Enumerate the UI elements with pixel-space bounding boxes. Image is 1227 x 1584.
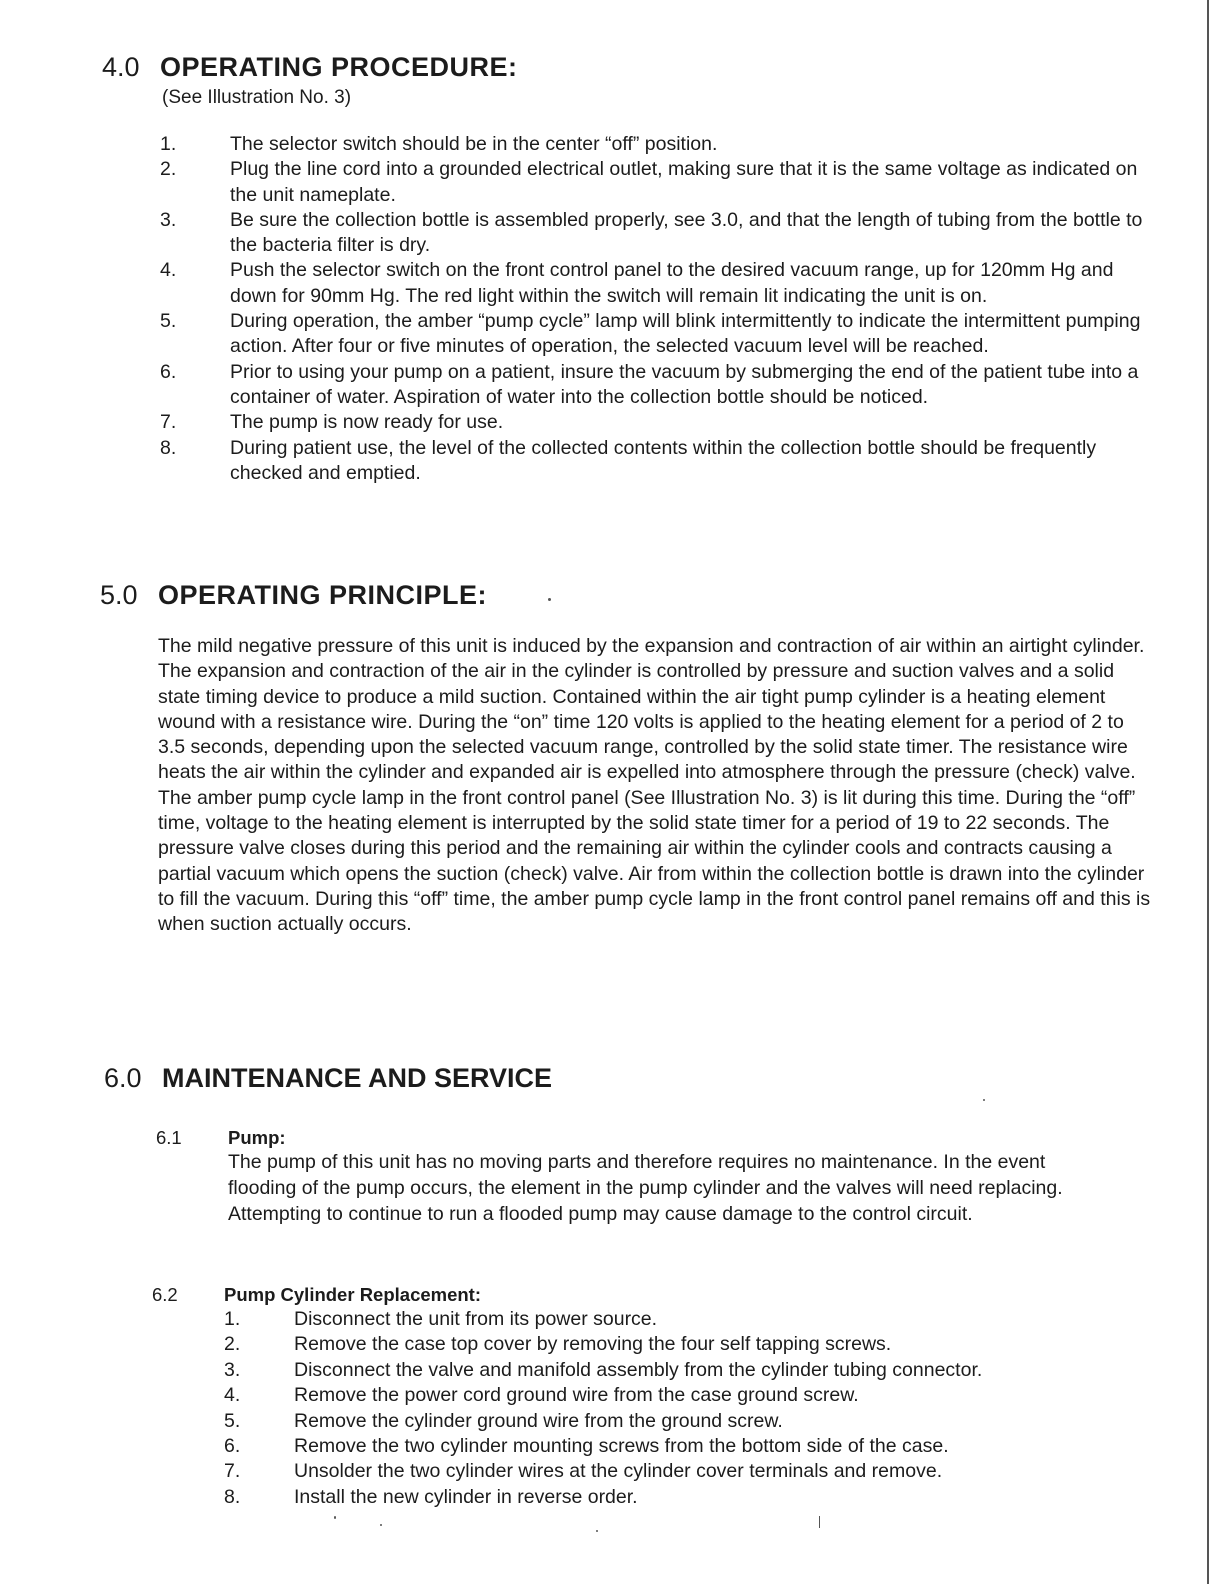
section-title: OPERATING PRINCIPLE: [158, 580, 488, 610]
section-heading [104, 1063, 552, 1094]
step-text: Push the selector switch on the front control panel to the desired vacuum range, up for 120mm Hg and down for 90mm Hg. The red light within the switch will remain lit indicating the unit is on. [230, 259, 1114, 307]
section-number: 5.0 [100, 580, 138, 610]
list-item [224, 1358, 1124, 1383]
subsection-pump-cylinder-replacement [152, 1282, 1132, 1510]
step-number: 5. [160, 310, 177, 333]
section-title: OPERATING PROCEDURE: [160, 52, 518, 82]
section-operating-procedure [102, 52, 518, 109]
step-text: During operation, the amber “pump cycle” lamp will blink intermittently to indicate the intermittent pumping action. After four or five minutes of operation, the selected vacuum level will be reached. [230, 310, 1141, 358]
step-number: 2. [160, 158, 177, 181]
section-maintenance-service [104, 1063, 552, 1094]
step-text: Prior to using your pump on a patient, insure the vacuum by submerging the end of the patient tube into a container of water. Aspiration of water into the collection bottle should be noticed. [230, 360, 1139, 408]
step-number: 7. [160, 411, 177, 434]
step-text: Disconnect the unit from its power source. [294, 1308, 658, 1330]
subsection-title: Pump Cylinder Replacement: [224, 1284, 482, 1305]
illustration-reference: (See Illustration No. 3) [162, 87, 352, 108]
step-text: Remove the two cylinder mounting screws from the bottom side of the case. [294, 1435, 949, 1458]
step-number: 7. [224, 1460, 241, 1483]
list-item [224, 1434, 1124, 1459]
scan-speck [334, 1516, 336, 1519]
page-edge-rule [1207, 0, 1209, 1584]
scan-speck [596, 1530, 598, 1532]
step-number: 3. [224, 1358, 241, 1381]
operating-principle-text: The mild negative pressure of this unit is induced by the expansion and contraction of air within an airtight cylinder. The expansion and contraction of the air in the cylinder is controlled by pressure and suction valves and a solid state timing device to produce a mild suction. Contained within the air tight pump cylinder is a heating element wound with a resistance wire. During the “on” time 120 volts is applied to the heating element for a period of 2 to 3.5 seconds, depending upon the selected vacuum range, controlled by the solid state timer. The resistance wire heats the air within the cylinder and expanded air is expelled into atmosphere through the pressure (check) valve. The amber pump cycle lamp in the front control panel (See Illustration No. 3) is lit during this time. During the “off” time, voltage to the heating element is interrupted by the solid state timer for a period of 19 to 22 seconds. The pressure valve closes during this period and the remaining air within the cylinder cools and contracts causing a partial vacuum which opens the suction (check) valve. Air from within the collection bottle is drawn into the cylinder to fill the vacuum. During this “off” time, the amber pump cycle lamp in the front control panel remains off and this is when suction actually occurs. [158, 635, 1151, 936]
section-heading [102, 52, 518, 83]
step-text: The pump is now ready for use. [230, 411, 504, 434]
list-item [160, 436, 1150, 487]
step-number: 2. [224, 1333, 241, 1356]
scan-speck [548, 598, 551, 601]
step-text: Remove the case top cover by removing the four self tapping screws. [294, 1333, 892, 1356]
scan-speck [819, 1516, 820, 1528]
scan-speck [380, 1524, 382, 1526]
section-title: MAINTENANCE AND SERVICE [162, 1063, 553, 1093]
scan-speck [983, 1099, 985, 1101]
section-operating-principle [100, 580, 487, 611]
subsection-heading [156, 1125, 1116, 1150]
step-text: Unsolder the two cylinder wires at the cylinder cover terminals and remove. [294, 1460, 943, 1483]
list-item [160, 360, 1150, 411]
subsection-text: The pump of this unit has no moving parts and therefore requires no maintenance. In the event flooding of the pump occurs, the element in the pump cylinder and the valves will need replacing. Attempting to continue to run a flooded pump may cause damage to the control circuit. [228, 1151, 1063, 1225]
list-item [224, 1459, 1124, 1484]
step-text: Remove the power cord ground wire from the case ground screw. [294, 1384, 859, 1407]
step-text: Plug the line cord into a grounded electrical outlet, making sure that it is the same voltage as indicated on the unit nameplate. [230, 158, 1138, 206]
step-number: 1. [224, 1308, 241, 1330]
section-number: 4.0 [102, 52, 140, 82]
list-item [224, 1409, 1124, 1434]
step-number: 4. [224, 1384, 241, 1407]
step-number: 3. [160, 208, 177, 231]
subsection-pump [156, 1125, 1116, 1227]
step-number: 1. [160, 133, 177, 155]
list-item [224, 1383, 1124, 1408]
list-item [160, 132, 1150, 157]
list-item [224, 1307, 1124, 1332]
step-number: 5. [224, 1409, 241, 1432]
step-text: Remove the cylinder ground wire from the ground screw. [294, 1409, 783, 1432]
list-item [224, 1332, 1124, 1357]
step-number: 8. [160, 436, 177, 459]
section-heading [100, 580, 487, 611]
step-text: The selector switch should be in the center “off” position. [230, 133, 718, 155]
step-number: 6. [224, 1435, 241, 1458]
list-item [160, 208, 1150, 259]
subsection-number: 6.2 [152, 1284, 178, 1305]
subsection-title: Pump: [228, 1127, 286, 1148]
step-text: Be sure the collection bottle is assembled properly, see 3.0, and that the length of tubing from the bottle to the bacteria filter is dry. [230, 208, 1143, 257]
section-number: 6.0 [104, 1063, 142, 1093]
step-number: 4. [160, 259, 177, 282]
list-item [160, 410, 1150, 435]
cylinder-replacement-steps [224, 1307, 1124, 1510]
subsection-number: 6.1 [156, 1127, 182, 1148]
list-item [160, 309, 1150, 360]
subsection-heading [152, 1282, 1132, 1307]
step-text: Disconnect the valve and manifold assembly from the cylinder tubing connector. [294, 1358, 983, 1381]
list-item [160, 157, 1150, 208]
step-text: Install the new cylinder in reverse order. [294, 1485, 638, 1508]
list-item [224, 1485, 1124, 1510]
step-text: During patient use, the level of the collected contents within the collection bottle should be frequently checked and emptied. [230, 436, 1097, 484]
list-item [160, 258, 1150, 309]
operating-steps-list [160, 132, 1150, 486]
step-number: 6. [160, 360, 177, 383]
step-number: 8. [224, 1485, 241, 1508]
